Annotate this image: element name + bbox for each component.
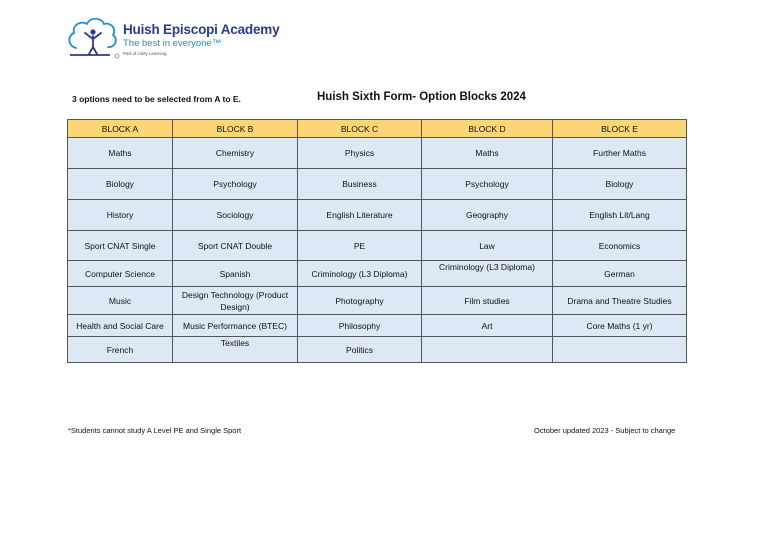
logo-part-of: Part of Unity Learning [123, 51, 167, 56]
table-cell: Biology [553, 169, 687, 200]
column-header: BLOCK D [422, 120, 553, 138]
table-cell: History [68, 200, 173, 231]
table-cell: Computer Science [68, 261, 173, 287]
table-cell: Photography [298, 287, 422, 315]
table-cell: Business [298, 169, 422, 200]
table-cell [422, 337, 553, 363]
page-title: Huish Sixth Form- Option Blocks 2024 [317, 91, 526, 103]
table-cell: Geography [422, 200, 553, 231]
update-note: October updated 2023 - Subject to change [534, 426, 676, 435]
table-row [68, 231, 687, 261]
table-header-row [68, 120, 687, 138]
table-cell: German [553, 261, 687, 287]
table-cell: Sport CNAT Double [173, 231, 298, 261]
table-cell: Maths [422, 138, 553, 169]
table-cell: Physics [298, 138, 422, 169]
table-cell: Sociology [173, 200, 298, 231]
table-cell: Spanish [173, 261, 298, 287]
table-cell: Psychology [422, 169, 553, 200]
table-cell: Drama and Theatre Studies [553, 287, 687, 315]
table-cell: Economics [553, 231, 687, 261]
logo-name: Huish Episcopi Academy [123, 22, 280, 37]
option-blocks-table [67, 119, 687, 363]
table-row [68, 169, 687, 200]
table-row [68, 200, 687, 231]
column-header: BLOCK B [173, 120, 298, 138]
table-row [68, 287, 687, 315]
tree-figure-icon [66, 14, 122, 60]
table-cell: Biology [68, 169, 173, 200]
table-cell: Politics [298, 337, 422, 363]
table-row [68, 261, 687, 287]
table-cell: Further Maths [553, 138, 687, 169]
table-cell: Chemistry [173, 138, 298, 169]
column-header: BLOCK A [68, 120, 173, 138]
table-cell: Criminology (L3 Diploma) [298, 261, 422, 287]
selection-instructions: 3 options need to be selected from A to E. [72, 94, 241, 104]
table-cell: French [68, 337, 173, 363]
table-cell: Core Maths (1 yr) [553, 315, 687, 337]
column-header: BLOCK C [298, 120, 422, 138]
table-cell: English Literature [298, 200, 422, 231]
table-cell: Textiles [173, 337, 298, 363]
table-cell: Art [422, 315, 553, 337]
table-row [68, 315, 687, 337]
table-cell: English Lit/Lang [553, 200, 687, 231]
table-cell: Criminology (L3 Diploma) [422, 261, 553, 287]
column-header: BLOCK E [553, 120, 687, 138]
table-cell: Sport CNAT Single [68, 231, 173, 261]
table-row [68, 337, 687, 363]
table-cell: Film studies [422, 287, 553, 315]
table-cell: Music Performance (BTEC) [173, 315, 298, 337]
table-cell [553, 337, 687, 363]
table-cell: PE [298, 231, 422, 261]
table-cell: Music [68, 287, 173, 315]
table-cell: Philosophy [298, 315, 422, 337]
logo-tagline: The best in everyone™ [123, 38, 222, 49]
footnote: *Students cannot study A Level PE and Single Sport [68, 426, 242, 435]
academy-logo [66, 14, 280, 60]
table-cell: Law [422, 231, 553, 261]
table-cell: Design Technology (Product Design) [173, 287, 298, 315]
table-cell: Health and Social Care [68, 315, 173, 337]
table-cell: Maths [68, 138, 173, 169]
table-row [68, 138, 687, 169]
table-cell: Psychology [173, 169, 298, 200]
